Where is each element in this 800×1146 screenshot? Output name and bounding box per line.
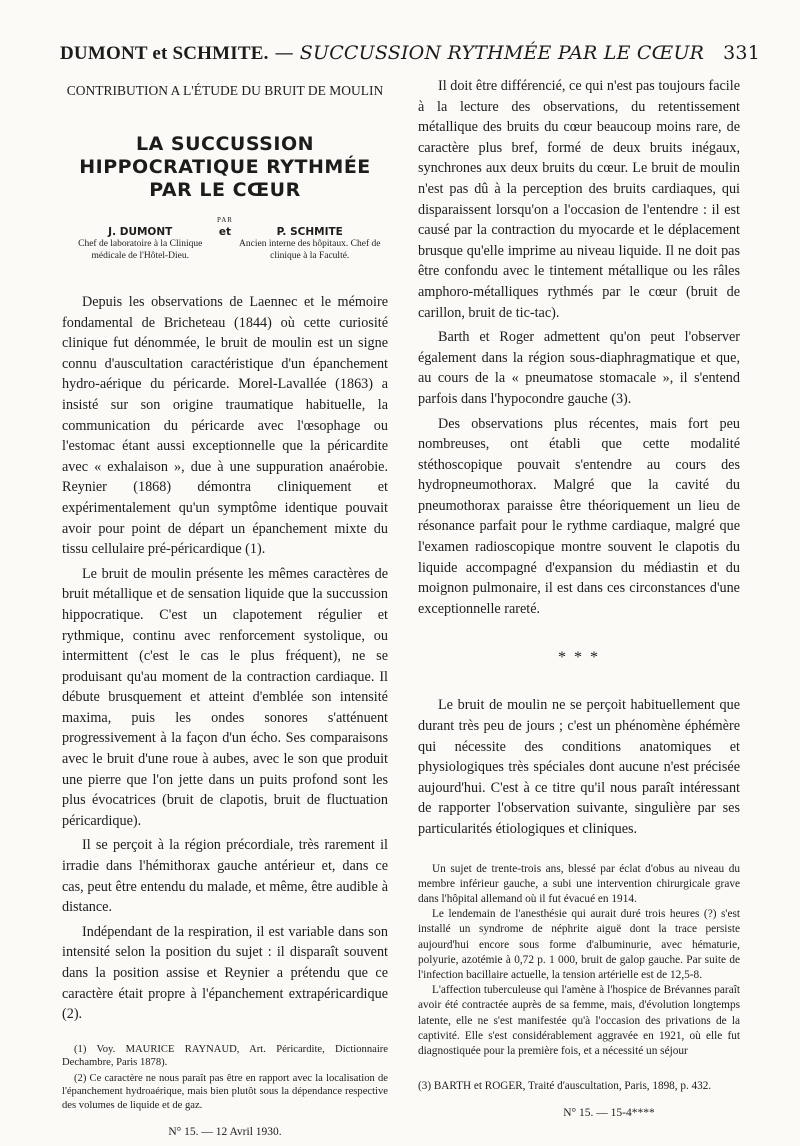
- byline: [62, 226, 388, 262]
- par-label: PAR: [217, 216, 233, 224]
- page-number: 331: [723, 42, 760, 64]
- footnote: (3) BARTH et ROGER, Traité d'auscultation, Paris, 1898, p. 432.: [418, 1080, 712, 1093]
- issue-footer: N° 15. — 12 Avril 1930.: [168, 1125, 282, 1138]
- body-paragraph: Barth et Roger admettent qu'on peut l'observer également dans la région sous-diaphragmatique et que, au cours de la « pneumatose stomacale », il s'entend parfois dans l'hypocondre gauche (3).: [418, 329, 740, 407]
- contribution-heading: CONTRIBUTION A L'ÉTUDE DU BRUIT DE MOULIN: [66, 83, 384, 98]
- left-column: [62, 76, 388, 1138]
- case-report: [418, 862, 740, 1060]
- issue-footer: N° 15. — 15-4****: [563, 1107, 655, 1120]
- body-paragraph: Depuis les observations de Laennec et le mémoire fondamental de Bricheteau (1844) où cette curiosité clinique fut dénommée, le bruit de moulin est un signe connu d'auscultation caractéristique d'un épanchement hydro-aérique du péricarde. Morel-Lavallée (1863) a insisté sur son origine traumatique habituelle, la communication du péricarde avec l'œsophage ou l'estomac étant aussi exceptionnelle que la péricardite avec « exhalaison », due à une suppuration anaérobie. Reynier (1868) démontra cliniquement et expérimentalement qu'un symptôme identique pouvait avoir pour point de départ un épanchement mixte du tissu cellulaire pré-péricardique (1).: [62, 294, 388, 558]
- title-line-1: LA SUCCUSSION: [136, 133, 314, 155]
- right-column: [418, 76, 740, 1119]
- byline-et: et: [218, 226, 232, 238]
- article-title: [62, 133, 388, 202]
- running-header: [60, 42, 760, 65]
- author-dumont: [62, 226, 218, 262]
- body-paragraph: Il doit être différencié, ce qui n'est pas toujours facile à la lecture des observations, du retentissement métallique des bruits du cœur beaucoup moins rare, de caractère plus bref, formé de deux bruits inégaux, synchrones aux deux bruits du cœur. Le bruit de moulin n'est pas dû à la perception des bruits cardiaques, qui disparaissent lorsqu'on a l'occasion de l'entendre : il est causé par la contraction du myocarde et le déplacement brusque qu'elle imprime au niveau liquide. Il ne doit pas être confondu avec le tintement métallique ou les râles amphoro-métalliques rythmés par le cœur (bruit de carillon, bruit de tic-tac).: [418, 78, 740, 321]
- footnotes: [62, 1043, 388, 1112]
- author-role: Chef de laboratoire à la Clinique médicale de l'Hôtel-Dieu.: [78, 239, 203, 261]
- header-title: SUCCUSSION RYTHMÉE PAR LE CŒUR: [299, 42, 705, 64]
- body-paragraph: Indépendant de la respiration, il est variable dans son intensité selon la position du sujet : il disparaît souvent dans la position assise et Reynier a prétendu que ce caractère était propre à l'épanchement extrapéricardique (2).: [62, 923, 388, 1023]
- case-paragraph: L'affection tuberculeuse qui l'amène à l'hospice de Brévannes paraît avoir été contractée auprès de sa femme, mais, d'évolution longtemps latente, elle ne s'est manifestée qu'à l'occasion des privations de la captivité. Elle s'est considérablement aggravée en 1921, où elle fut diagnostiquée pour la première fois, et a nécessité un séjour: [418, 984, 740, 1058]
- body-paragraph: Il se perçoit à la région précordiale, très rarement il irradie dans l'hémithorax gauche antérieur et, dans ce cas, peut être entendu du malade, et même, être audible à distance.: [62, 837, 388, 916]
- header-dash: —: [274, 42, 294, 64]
- footnote: (2) Ce caractère ne nous paraît pas être en rapport avec la localisation de l'épanchement hydroaérique, mais bien plutôt sous la dépendance respective des volumes de liquide et de gaz.: [62, 1073, 388, 1111]
- author-name: J. DUMONT: [108, 226, 173, 238]
- header-authors: DUMONT et SCHMITE.: [60, 43, 269, 64]
- case-paragraph: Un sujet de trente-trois ans, blessé par éclat d'obus au niveau du membre inférieur gauche, a subi une intervention chirurgicale grave dans l'hôpital allemand où il fut évacué en 1914.: [418, 862, 740, 905]
- footnote: (1) Voy. MAURICE RAYNAUD, Art. Péricardite, Dictionnaire Dechambre, Paris 1878).: [62, 1043, 388, 1068]
- body-paragraph: Le bruit de moulin présente les mêmes caractères de bruit métallique et de sensation liquide que la succussion hippocratique. C'est un clapotement régulier et rythmique, continu avec renforcement systolique, ou intermittent (c'est le cas le plus fréquent), ne se produisant qu'au moment de la contraction cardiaque. Il débute brusquement et atteint d'emblée son intensité maxima, puis les ondes sonores s'atténuent progressivement à la façon d'un écho. Ses comparaisons avec le bruit d'une roue à aubes, avec le son que produit une pierre que l'on jette dans un puits profond sont les plus évocatrices (bruit de clapotis, bruit de fluctuation péricardique).: [62, 565, 388, 829]
- author-schmite: [232, 226, 388, 262]
- body-paragraph: Le bruit de moulin ne se perçoit habituellement que durant très peu de jours ; c'est un phénomène éphémère qui nécessite des conditions anatomiques et physiologiques très spéciales dont aucune n'est précisée aujourd'hui. C'est à ce titre qu'il nous paraît intéressant de rapporter l'observation suivante, singulière par ses particularités étiologiques et cliniques.: [418, 697, 740, 837]
- author-name: P. SCHMITE: [276, 226, 343, 238]
- body-paragraph: Des observations plus récentes, mais fort peu nombreuses, ont établi que cette modalité stéthoscopique pouvait s'entendre au cours des hydropneumothorax. Malgré que la cavité du pneumothorax paraisse être théoriquement un lieu de résonance parfait pour le rythme cardiaque, malgré que l'examen radioscopique montre souvent le clapotis du liquide accompagné d'expansion du médiastin et du moignon pulmonaire, il est dans ces circonstances d'une exceptionnelle rareté.: [418, 415, 740, 617]
- section-asterism: * * *: [558, 649, 600, 667]
- title-line-3: PAR LE CŒUR: [149, 179, 301, 201]
- case-paragraph: Le lendemain de l'anesthésie qui aurait duré trois heures (?) s'est installé un syndrome de néphrite aiguë dont la trace persiste aujourd'hui encore sous forme d'albuminurie, avec hématurie, polyurie, azotémie à 0,72 p. 1 000, bruit de galop gauche. Par suite de l'infection bacillaire actuelle, la tension artérielle est de 12,5-8.: [418, 908, 740, 982]
- author-role: Ancien interne des hôpitaux. Chef de clinique à la Faculté.: [239, 239, 381, 261]
- title-line-2: HIPPOCRATIQUE RYTHMÉE: [79, 156, 371, 178]
